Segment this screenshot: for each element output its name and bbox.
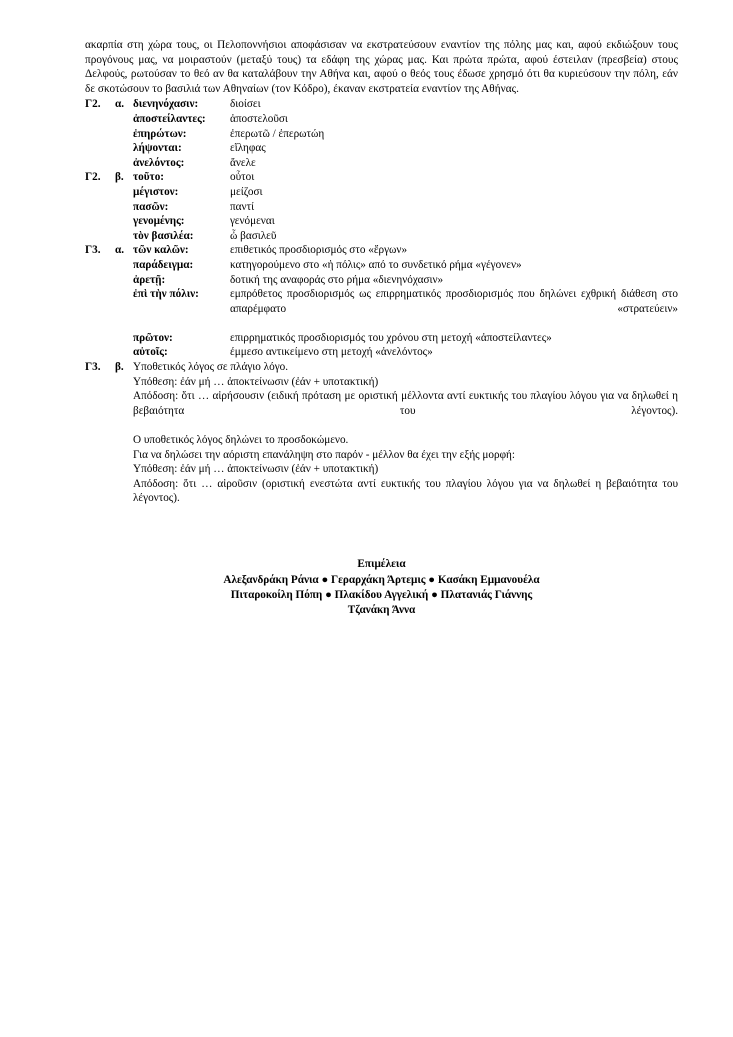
intro-paragraph: ακαρπία στη χώρα τους, οι Πελοποννήσιοι αποφάσισαν να εκστρατεύσουν εναντίον της πόλης μας και, αφού εκδιώξουν τους προγόνους μας, να μοιραστούν (μεταξύ τους) τα εδάφη της χώρας μας. Και πρώτα πρώτα, αφού έστειλαν (πρεσβεία) στους Δελφούς, ρωτούσαν το θεό αν θα καταλάβουν την Αθήνα και, αφού ο θεός τους έδωσε χρησμό ότι θα κυριεύσουν την πόλη, εάν δε σκοτώσουν το βασιλιά των Αθηναίων (τον Κόδρο), έκαναν εκστρατεία εναντίον της Αθήνας. [85, 39, 678, 95]
question-subcode: β. [115, 171, 124, 184]
term-value: ἄνελε [230, 156, 256, 169]
term-answer-row [133, 331, 678, 346]
credits-line: Αλεξανδράκη Ράνια ● Γεραρχάκη Άρτεμις ● Κασάκη Εμμανουέλα [223, 573, 540, 586]
answer-block-g3a [85, 243, 678, 360]
term-label: διενηνόχασιν: [133, 98, 199, 111]
answer-line: Απόδοση: ὅτι … αἱροῦσιν (οριστική ενεστώτα αντί ευκτικής του πλαγίου λόγου για να δηλωθεί η βεβαιότητα του λέγοντος). [133, 477, 678, 505]
term-answer-row [133, 185, 678, 200]
term-label: αὐτοῖς: [133, 346, 168, 359]
term-answer-row [133, 287, 678, 331]
term-answer-row [133, 141, 678, 156]
term-label: ἐπὶ τὴν πόλιν: [133, 288, 199, 301]
term-label: παράδειγμα: [133, 258, 194, 271]
term-answer-row [133, 156, 678, 171]
term-answer-row [133, 127, 678, 142]
question-code: Γ2. [85, 171, 101, 184]
term-value: ἐπερωτῶ / ἐπερωτώη [230, 127, 325, 140]
term-label: ἐπηρώτων: [133, 127, 187, 140]
term-label: μέγιστον: [133, 185, 179, 198]
term-label: ἀρετῇ: [133, 273, 166, 286]
term-label: τοῦτο: [133, 171, 165, 184]
term-value: γενόμεναι [230, 215, 275, 228]
term-label: πασῶν: [133, 200, 169, 213]
term-answer-row [133, 258, 678, 273]
term-value: επιρρηματικός προσδιορισμός του χρόνου στη μετοχή «ἀποστείλαντες» [230, 331, 552, 344]
answer-body [133, 243, 678, 360]
term-value: ἀποστελοῦσι [230, 112, 288, 125]
answer-line: Για να δηλώσει την αόριστη επανάληψη στο παρόν - μέλλον θα έχει την εξής μορφή: [133, 448, 515, 461]
answer-block-g2b [85, 170, 678, 243]
term-value: οὗτοι [230, 171, 255, 184]
term-value: επιθετικός προσδιορισμός στο «ἔργων» [230, 244, 408, 257]
credits-line: Πιταροκοίλη Πόπη ● Πλακίδου Αγγελική ● Πλατανιάς Γιάννης [230, 589, 533, 601]
term-answer-row [133, 243, 678, 258]
answer-body [133, 97, 678, 170]
question-subcode: α. [115, 98, 125, 111]
term-answer-row [133, 112, 678, 127]
question-code: Γ2. [85, 98, 101, 111]
term-value: παντί [230, 200, 255, 213]
term-value: έμμεσο αντικείμενο στη μετοχή «ἀνελόντος» [230, 346, 433, 359]
term-value: μείζοσι [230, 185, 263, 198]
term-label: ἀποστείλαντες: [133, 112, 206, 125]
answer-block-g2a [85, 97, 678, 170]
question-subcode: β. [115, 361, 124, 374]
term-value: κατηγορούμενο στο «ἡ πόλις» από το συνδετικό ρήμα «γέγονεν» [230, 258, 522, 271]
credits-line: Τζανάκη Άννα [347, 604, 416, 617]
term-label: γενομένης: [133, 215, 185, 228]
question-code: Γ3. [85, 244, 101, 257]
term-value: ὦ βασιλεῦ [230, 229, 277, 242]
term-value: εἴληφας [230, 142, 266, 155]
answer-line: Ο υποθετικός λόγος δηλώνει το προσδοκώμενο. [133, 434, 349, 447]
term-answer-row [133, 170, 678, 185]
term-label: ἀνελόντος: [133, 156, 185, 169]
credits-title: Επιμέλεια [357, 557, 406, 570]
answer-line: Υπόθεση: ἐάν μή … ἀποκτείνωσιν (ἐάν + υποτακτική) [133, 463, 379, 476]
question-code: Γ3. [85, 361, 101, 374]
answer-line: Απόδοση: ὅτι … αἱρήσουσιν (ειδική πρόταση με οριστική μέλλοντα αντί ευκτικής του πλαγίου λόγου για να δηλωθεί η βεβαιότητα του λέγοντος). [133, 390, 678, 417]
term-value: δοτική της αναφοράς στο ρήμα «διενηνόχασιν» [230, 273, 444, 286]
credits-section [85, 557, 678, 619]
term-answer-row [133, 273, 678, 288]
term-label: τῶν καλῶν: [133, 244, 189, 257]
term-answer-row [133, 214, 678, 229]
term-answer-row [133, 229, 678, 244]
term-label: τὸν βασιλέα: [133, 229, 194, 242]
term-value: εμπρόθετος προσδιορισμός ως επιρρηματικός προσδιορισμός που δηλώνει εχθρική διάθεση στο απαρέμφατο «στρατεύειν» [230, 288, 678, 315]
answer-block-g3b [85, 360, 678, 521]
term-answer-row [133, 200, 678, 215]
term-label: πρῶτον: [133, 331, 173, 344]
term-value: διοίσει [230, 98, 261, 111]
answer-line: Υπόθεση: ἐάν μή … ἀποκτείνωσιν (ἐάν + υποτακτική) [133, 375, 379, 388]
term-answer-row [133, 97, 678, 112]
term-answer-row [133, 345, 678, 360]
answer-body [133, 360, 678, 521]
answer-body [133, 170, 678, 243]
question-subcode: α. [115, 244, 125, 257]
answer-line: Υποθετικός λόγος σε πλάγιο λόγο. [133, 361, 289, 374]
term-label: λήψονται: [133, 142, 182, 155]
